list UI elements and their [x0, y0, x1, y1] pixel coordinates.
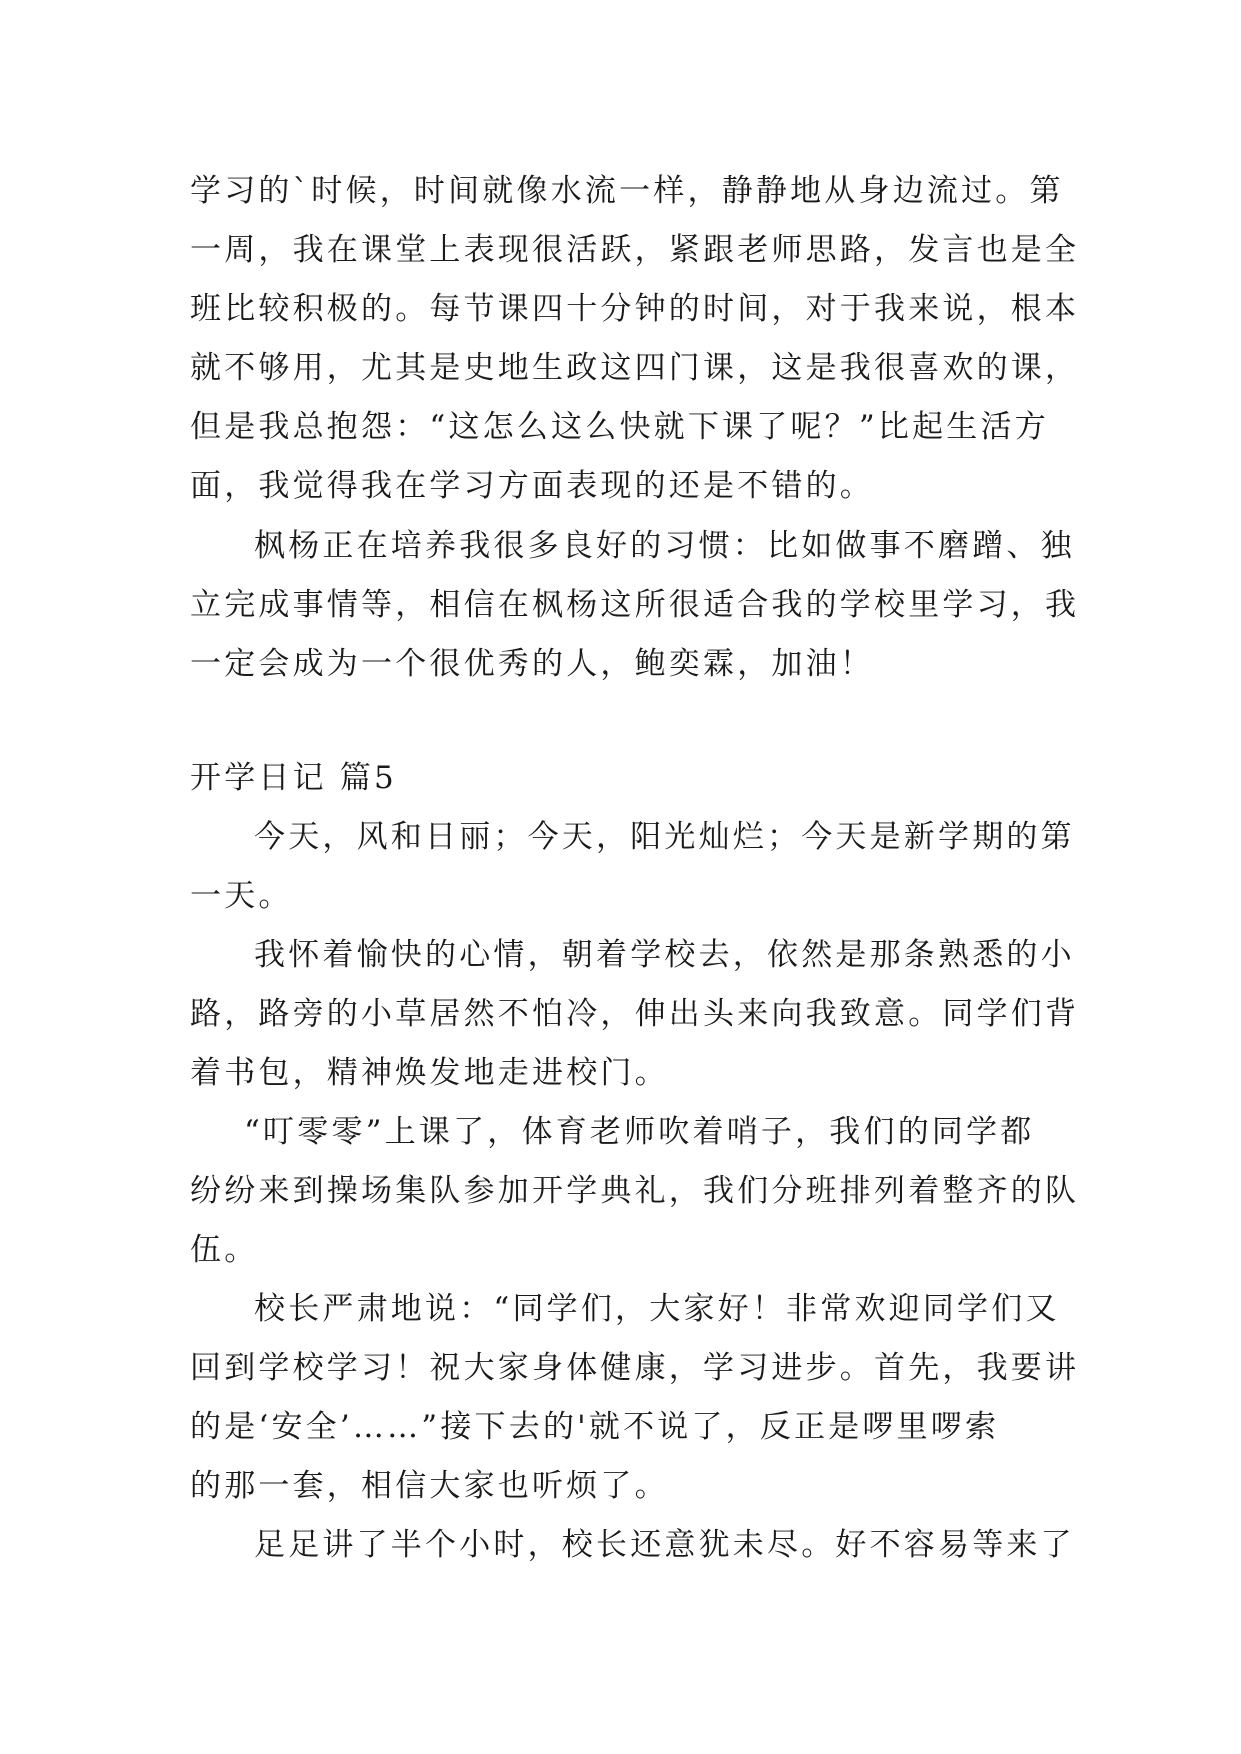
text-line: 我怀着愉快的心情，朝着学校去，依然是那条熟悉的小: [254, 937, 1075, 973]
text-line: 回到学校学习！祝大家身体健康，学习进步。首先，我要讲: [190, 1350, 1080, 1386]
text-line: 一定会成为一个很优秀的人，鲍奕霖，加油！: [190, 646, 874, 682]
text-line: 枫杨正在培养我很多良好的习惯：比如做事不磨蹭、独: [254, 528, 1075, 564]
text-line: 校长严肃地说：“同学们，大家好！非常欢迎同学们又: [254, 1291, 1060, 1327]
text-line: 路，路旁的小草居然不怕冷，伸出头来向我致意。同学们背: [190, 996, 1080, 1032]
section-heading: 开学日记 篇5: [190, 760, 397, 796]
text-line: 班比较积极的。每节课四十分钟的时间，对于我来说，根本: [190, 291, 1080, 327]
text-line: 足足讲了半个小时，校长还意犹未尽。好不容易等来了: [254, 1527, 1075, 1563]
text-line: “叮零零”上课了，体育老师吹着哨子，我们的同学都: [244, 1114, 1035, 1150]
text-line: 一天。: [190, 878, 293, 914]
text-line: 的那一套，相信大家也听烦了。: [190, 1468, 669, 1504]
text-line: 今天，风和日丽；今天，阳光灿烂；今天是新学期的第: [254, 819, 1075, 855]
text-line: 就不够用，尤其是史地生政这四门课，这是我很喜欢的课，: [190, 350, 1080, 386]
text-line: 伍。: [190, 1232, 259, 1268]
text-line: 着书包，精神焕发地走进校门。: [190, 1055, 669, 1091]
text-line: 的是‘安全’……”接下去的'就不说了，反正是啰里啰索: [190, 1409, 1000, 1445]
text-line: 立完成事情等，相信在枫杨这所很适合我的学校里学习，我: [190, 587, 1080, 623]
text-line: 纷纷来到操场集队参加开学典礼，我们分班排列着整齐的队: [190, 1173, 1080, 1209]
text-line: 但是我总抱怨：“这怎么这么快就下课了呢？”比起生活方: [190, 409, 1049, 445]
text-line: 面，我觉得我在学习方面表现的还是不错的。: [190, 468, 874, 504]
text-line: 学习的`时候，时间就像水流一样，静静地从身边流过。第: [190, 173, 1064, 209]
text-line: 一周，我在课堂上表现很活跃，紧跟老师思路，发言也是全: [190, 232, 1080, 268]
